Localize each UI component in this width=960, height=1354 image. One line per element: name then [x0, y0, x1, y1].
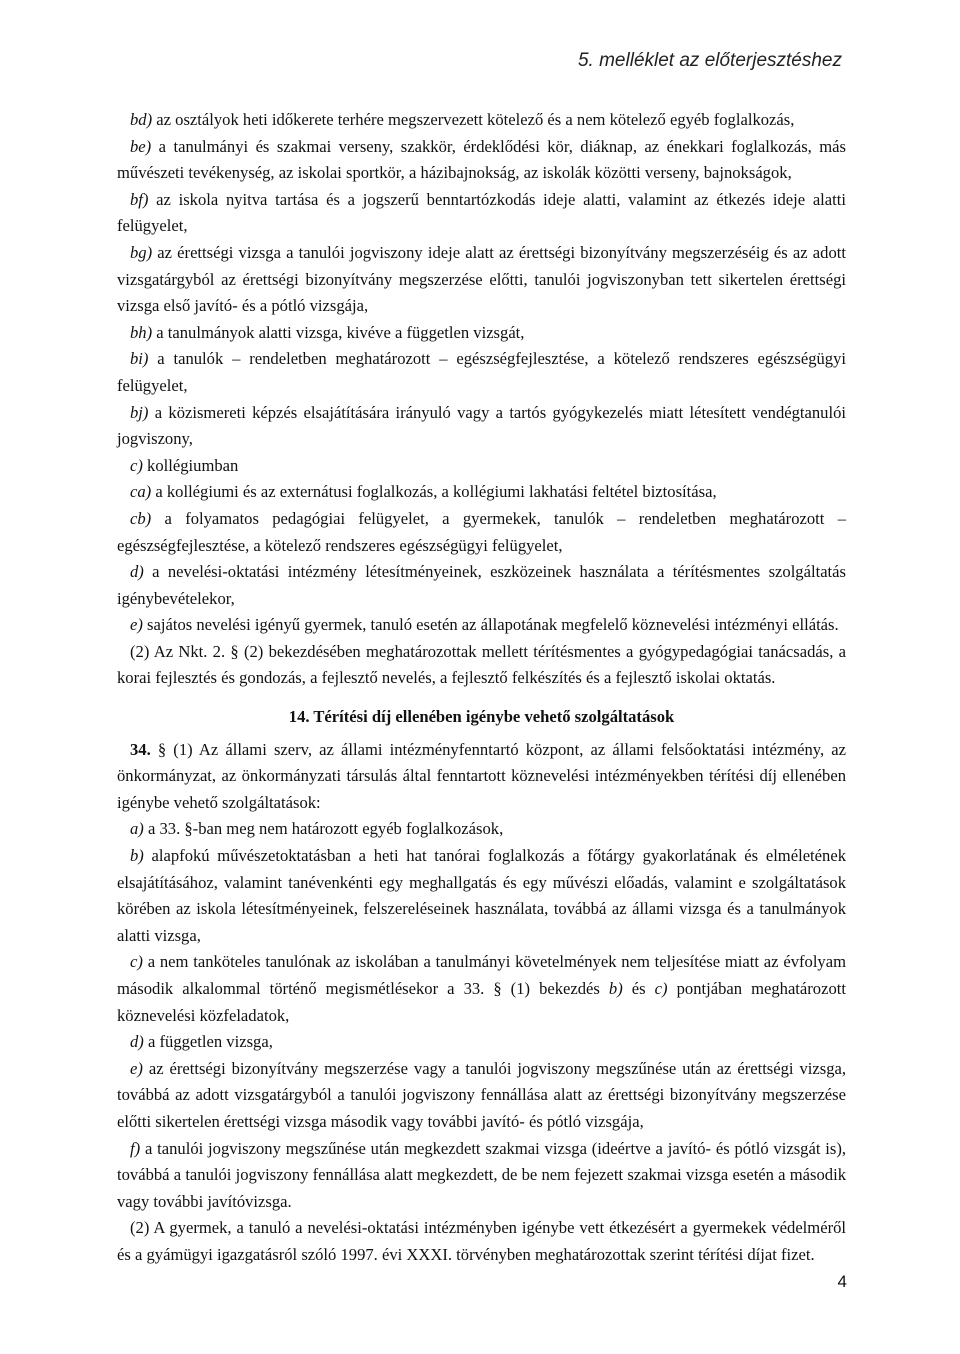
section-item-f: f) a tanulói jogviszony megszűnése után megkezdett szakmai vizsga (ideértve a javító- és pótló vizsgát is), továbbá a tanulói jogviszony fennállása alatt megkezdett, de be nem fejezett szakmai vizsga esetén a második vagy további javítóvizsga. — [117, 1138, 846, 1211]
annex-header: 5. melléklet az előterjesztéshez — [577, 50, 842, 71]
section-item-c: c) a nem tanköteles tanulónak az iskolában a tanulmányi követelmények nem teljesítése miatt az évfolyam második alkalommal történő megismétlésekor a 33. § (1) bekezdés b) és c) pontjában meghatározott köznevelési közfeladatok, — [117, 952, 846, 1025]
page-number: 4 — [837, 1272, 847, 1291]
item-bi: bi) a tanulók – rendeletben meghatározott – egészségfejlesztése, a kötelező rendszeres egészségügyi felügyelet, — [117, 349, 846, 395]
item-bh: bh) a tanulmányok alatti vizsga, kivéve a független vizsgát, — [130, 322, 525, 342]
item-be: be) a tanulmányi és szakmai verseny, szakkör, érdeklődési kör, diáknap, az énekkari foglalkozás, más művészeti tevékenység, az iskolai sportkör, a házibajnokság, az iskolák közötti verseny, bajnokságok, — [117, 136, 846, 183]
item-bg: bg) az érettségi vizsga a tanulói jogviszony ideje alatt az érettségi bizonyítvány megszerzéséig és az adott vizsgatárgyból az érettségi bizonyítvány megszerzése előtti, tanulói jogviszonyban tett sikertelen érettségi vizsga első javító- és a pótló vizsgája, — [117, 242, 846, 316]
item-ca: ca) a kollégiumi és az externátusi foglalkozás, a kollégiumi lakhatási feltétel biztosítása, — [130, 482, 717, 502]
item-c: c) kollégiumban — [130, 455, 239, 475]
section-34-intro: 34. § (1) Az állami szerv, az állami intézményfenntartó központ, az állami felsőoktatási intézmény, az önkormányzat, az önkormányzati társulás által fenntartott köznevelési intézményekben térítési díj ellenében igénybe vehető szolgáltatások: — [117, 739, 846, 812]
document-body — [117, 107, 846, 1269]
section-item-b: b) alapfokú művészetoktatásban a heti hat tanórai foglalkozás a főtárgy gyakorlatának és elméletének elsajátításához, valamint tanévenkénti egy meghallgatás és egy művészi előadás, valamint e szolgáltatások körében az iskola létesítményeinek, felszereléseinek használata, továbbá az állami vizsga és a tanulmányok alatti vizsga, — [117, 846, 846, 945]
item-e: e) sajátos nevelési igényű gyermek, tanuló esetén az állapotának megfelelő köznevelési intézményi ellátás. — [130, 615, 839, 635]
section-item-a: a) a 33. §-ban meg nem határozott egyéb foglalkozások, — [130, 819, 504, 839]
item-bf: bf) az iskola nyitva tartása és a jogszerű benntartózkodás ideje alatti, valamint az étkezés ideje alatti felügyelet, — [117, 189, 846, 236]
item-bd: bd) az osztályok heti időkerete terhére megszervezett kötelező és a nem kötelező egyéb foglalkozás, — [130, 110, 795, 129]
section-heading: 14. Térítési díj ellenében igénybe vehető szolgáltatások — [288, 707, 675, 727]
item-bj: bj) a közismereti képzés elsajátítására irányuló vagy a tartós gyógykezelés miatt létesített vendégtanulói jogviszony, — [117, 402, 846, 449]
section-paragraph-2: (2) A gyermek, a tanuló a nevelési-oktatási intézményben igénybe vett étkezésért a gyermekek védelméről és a gyámügyi igazgatásról szóló 1997. évi XXXI. törvényben meghatározottak szerint térítési díjat fizet. — [117, 1218, 846, 1264]
section-item-e: e) az érettségi bizonyítvány megszerzése vagy a tanulói jogviszony megszűnése után az érettségi vizsga, továbbá az adott vizsgatárgyból a tanulói jogviszony fennállása alatt az érettségi bizonyítvány megszerzése előtti sikertelen érettségi vizsga második vagy további javító- és pótló vizsgája, — [117, 1058, 846, 1131]
paragraph-2: (2) Az Nkt. 2. § (2) bekezdésében meghatározottak mellett térítésmentes a gyógypedagógiai tanácsadás, a korai fejlesztés és gondozás, a fejlesztő nevelés, a fejlesztő felkészítés és a fejlesztő iskolai oktatás. — [117, 641, 846, 688]
item-cb: cb) a folyamatos pedagógiai felügyelet, a gyermekek, tanulók – rendeletben meghatározott – egészségfejlesztése, a kötelező rendszeres egészségügyi felügyelet, — [117, 508, 846, 555]
section-item-d: d) a független vizsga, — [130, 1032, 273, 1052]
item-d: d) a nevelési-oktatási intézmény létesítményeinek, eszközeinek használata a térítésmentes szolgáltatás igénybevételekor, — [117, 562, 846, 608]
